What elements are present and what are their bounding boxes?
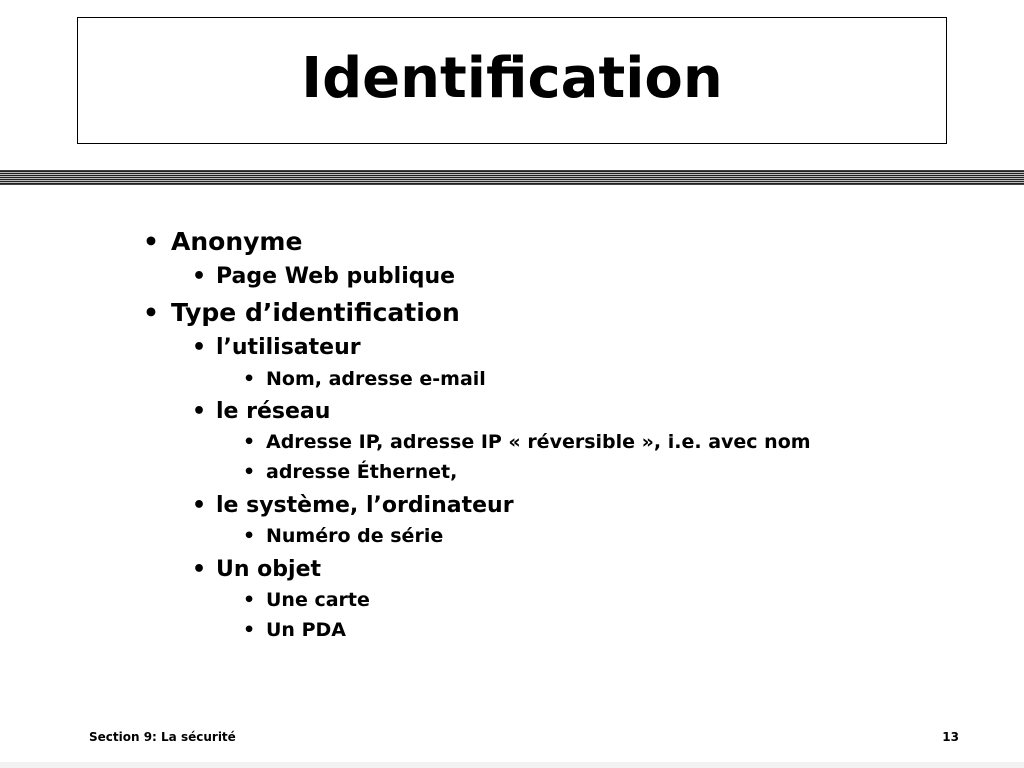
bullet-text: adresse Éthernet,: [266, 461, 458, 483]
bullet-icon: •: [243, 525, 256, 547]
bullet-icon: •: [243, 431, 256, 453]
bullet-text: Anonyme: [171, 227, 303, 256]
bullet-text: Adresse IP, adresse IP « réversible », i.e. avec nom: [266, 431, 811, 453]
bullet-icon: •: [143, 298, 159, 327]
bullet-icon: •: [143, 227, 159, 256]
bullet-icon: •: [192, 335, 207, 360]
bullet-text: Un PDA: [266, 619, 346, 641]
bullet-item-un-objet: [192, 557, 322, 582]
bullet-icon: •: [192, 264, 207, 289]
footer-page-number: 13: [942, 730, 959, 744]
footer-section-label: Section 9: La sécurité: [89, 730, 236, 744]
bullet-item-adresse-ip: [243, 431, 811, 453]
bullet-text: Une carte: [266, 589, 370, 611]
bullet-icon: •: [243, 461, 256, 483]
bullet-icon: •: [243, 619, 256, 641]
bullet-item-un-pda: [243, 619, 346, 641]
bullet-text: Un objet: [216, 557, 322, 582]
bullet-text: l’utilisateur: [216, 335, 361, 360]
bullet-item-adresse-ethernet: [243, 461, 458, 483]
bullet-text: Page Web publique: [216, 264, 456, 289]
bullet-icon: •: [243, 368, 256, 390]
bullet-item-nom-adresse-email: [243, 368, 486, 390]
bullet-icon: •: [192, 493, 207, 518]
bullet-icon: •: [192, 557, 207, 582]
bullet-item-systeme-ordinateur: [192, 493, 514, 518]
bullet-text: Numéro de série: [266, 525, 444, 547]
slide-title: Identification: [301, 45, 723, 111]
bullet-item-type-identification: [143, 298, 460, 327]
bullet-item-page-web-publique: [192, 264, 456, 289]
bullet-text: Type d’identification: [171, 298, 460, 327]
bullet-text: Nom, adresse e-mail: [266, 368, 486, 390]
bullet-item-anonyme: [143, 227, 303, 256]
bottom-edge-band: [0, 762, 1024, 768]
bullet-item-une-carte: [243, 589, 370, 611]
bullet-item-numero-serie: [243, 525, 444, 547]
bullet-icon: •: [243, 589, 256, 611]
bullet-text: le système, l’ordinateur: [216, 493, 514, 518]
bullet-text: le réseau: [216, 399, 331, 424]
bullet-item-utilisateur: [192, 335, 361, 360]
bullet-item-reseau: [192, 399, 331, 424]
bullet-icon: •: [192, 399, 207, 424]
